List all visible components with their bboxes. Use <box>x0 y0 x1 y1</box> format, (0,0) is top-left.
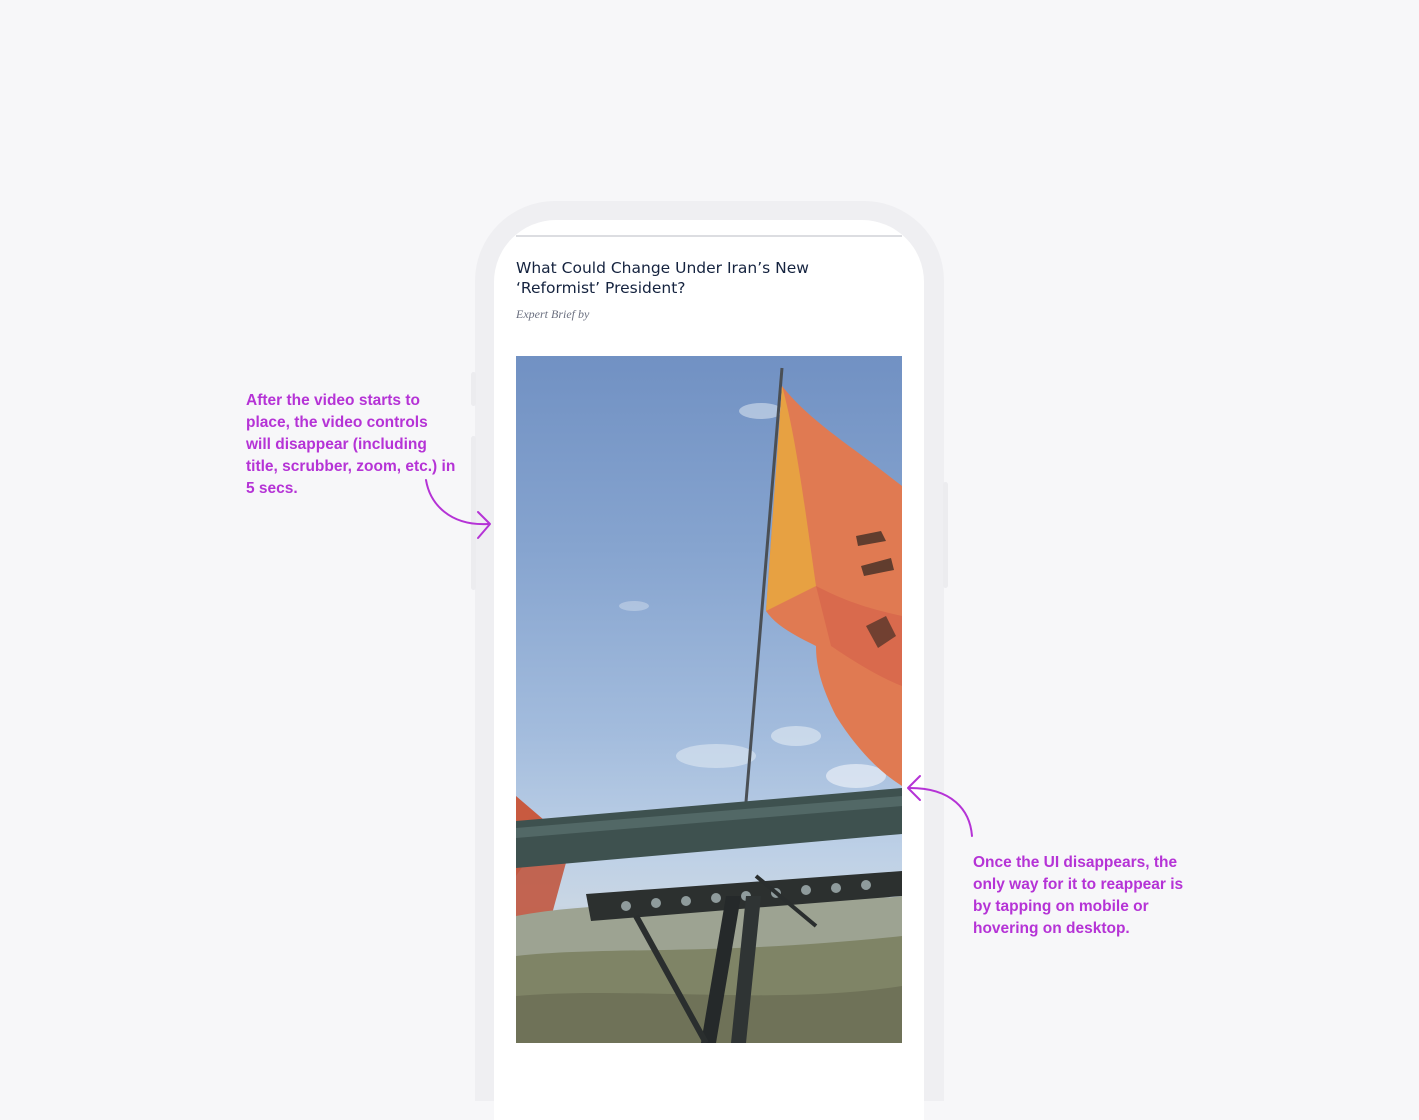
phone-screen <box>494 220 924 1120</box>
video-player[interactable] <box>516 356 902 1043</box>
phone-volume-up-button <box>471 372 476 406</box>
video-frame-image <box>516 356 902 1043</box>
annotation-right: Once the UI disappears, the only way for it to reappear is by tapping on mobile or hovering on desktop. <box>973 854 1184 937</box>
divider <box>516 235 902 237</box>
phone-power-button <box>943 482 948 588</box>
article-title[interactable]: What Could Change Under Iran’s New ‘Reformist’ President? <box>516 259 809 297</box>
annotation-arrow-right-icon <box>900 770 980 842</box>
annotation-left: After the video starts to place, the video controls will disappear (including title, scrubber, zoom, etc.) in 5 secs. <box>246 392 456 497</box>
annotation-arrow-left-icon <box>420 474 500 546</box>
article-byline: Expert Brief by <box>516 307 590 321</box>
